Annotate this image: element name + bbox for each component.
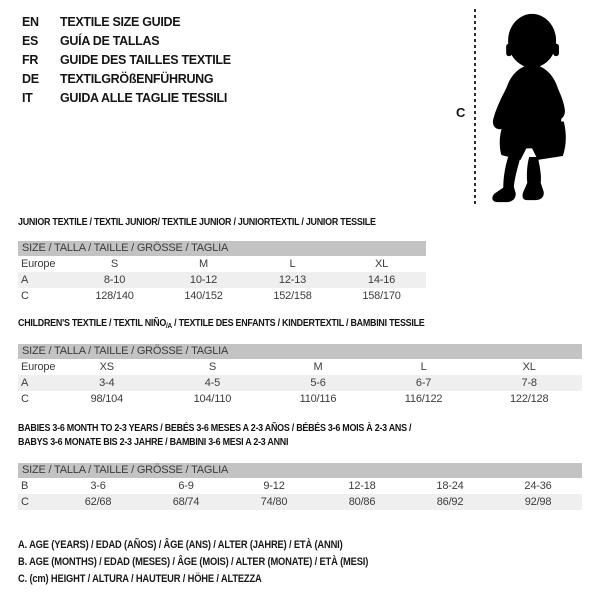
table-row-age-months <box>18 478 582 494</box>
language-code: IT <box>22 90 33 105</box>
babies-size-table <box>18 421 582 510</box>
size-cell: XL <box>522 361 536 373</box>
size-cell: XL <box>374 258 389 270</box>
value-cell: 110/116 <box>299 393 337 405</box>
value-cell: 122/128 <box>510 393 549 405</box>
value-cell: 24-36 <box>524 480 552 492</box>
row-label: B <box>21 480 29 492</box>
value-cell: 12-18 <box>348 480 376 492</box>
language-row-de <box>22 69 231 88</box>
value-cell: 12-13 <box>278 274 307 286</box>
region-label: Europe <box>21 258 56 270</box>
value-cell: 7-8 <box>521 377 537 389</box>
row-label: C <box>21 290 29 302</box>
size-cell: M <box>199 258 208 270</box>
height-measure-label: C <box>456 105 466 120</box>
height-measure-dashed-line <box>474 9 476 207</box>
language-row-es <box>22 31 231 50</box>
language-code: FR <box>22 52 39 67</box>
language-row-it <box>22 88 231 107</box>
value-cell: 128/140 <box>95 290 134 302</box>
value-cell: 68/74 <box>172 496 200 508</box>
value-cell: 14-16 <box>367 274 396 286</box>
value-cell: 92/98 <box>524 496 552 508</box>
value-cell: 98/104 <box>90 393 124 405</box>
baby-silhouette-icon <box>486 9 582 207</box>
language-list <box>22 12 231 107</box>
junior-table-title: JUNIOR TEXTILE / TEXTIL JUNIOR/ TEXTILE JUNIOR / JUNIORTEXTIL / JUNIOR TESSILE <box>18 216 376 228</box>
value-cell: 5-6 <box>310 377 326 389</box>
title-subscript: /A <box>166 321 172 330</box>
table-row-region <box>18 359 582 375</box>
value-cell: 9-12 <box>263 480 285 492</box>
language-row-fr <box>22 50 231 69</box>
value-cell: 6-9 <box>178 480 194 492</box>
footnote-age-years: A. AGE (YEARS) / EDAD (AÑOS) / ÂGE (ANS) / ALTER (JAHRE) / ETÀ (ANNI) <box>18 539 343 551</box>
value-cell: 152/158 <box>273 290 312 302</box>
footnotes <box>18 537 430 588</box>
size-cell: XS <box>99 361 114 373</box>
language-label: TEXTILE SIZE GUIDE <box>60 14 181 29</box>
region-label: Europe <box>21 361 56 373</box>
row-label: C <box>21 496 29 508</box>
table-row-height <box>18 391 582 407</box>
language-row-en <box>22 12 231 31</box>
size-header-bar: SIZE / TALLA / TAILLE / GRÖSSE / TAGLIA <box>18 463 582 478</box>
size-cell: L <box>420 361 427 373</box>
value-cell: 74/80 <box>260 496 288 508</box>
row-label: A <box>21 377 29 389</box>
language-code: DE <box>22 71 39 86</box>
row-label: C <box>21 393 29 405</box>
value-cell: 10-12 <box>189 274 218 286</box>
size-cell: L <box>289 258 296 270</box>
value-cell: 104/110 <box>193 393 232 405</box>
table-row-age <box>18 375 582 391</box>
babies-title-line2: BABYS 3-6 MONATE BIS 2-3 JAHRE / BAMBINI 3-6 MESI A 2-3 ANNI <box>18 436 289 448</box>
value-cell: 62/68 <box>84 496 112 508</box>
language-label: GUIDA ALLE TAGLIE TESSILI <box>60 90 228 105</box>
title-text: / TEXTILE DES ENFANTS / KINDERTEXTIL / BAMBINI TESSILE <box>171 317 425 329</box>
value-cell: 140/152 <box>184 290 223 302</box>
title-text: CHILDREN'S TEXTILE / TEXTIL NIÑO <box>18 317 167 329</box>
size-header-bar: SIZE / TALLA / TAILLE / GRÖSSE / TAGLIA <box>18 344 582 359</box>
babies-table-title <box>18 421 582 449</box>
babies-title-line1: BABIES 3-6 MONTH TO 2-3 YEARS / BEBÉS 3-6 MESES A 2-3 AÑOS / BÉBÉS 3-6 MOIS À 2-3 ANS / <box>18 422 412 434</box>
size-cell: S <box>208 361 216 373</box>
value-cell: 86/92 <box>436 496 464 508</box>
value-cell: 3-4 <box>99 377 115 389</box>
size-cell: M <box>313 361 323 373</box>
table-row-region <box>18 256 426 272</box>
row-label: A <box>21 274 29 286</box>
language-label: GUIDE DES TAILLES TEXTILE <box>60 52 231 67</box>
value-cell: 116/122 <box>404 393 443 405</box>
table-row-height <box>18 288 426 304</box>
value-cell: 18-24 <box>436 480 464 492</box>
value-cell: 4-5 <box>204 377 221 389</box>
children-table-title <box>18 317 497 332</box>
language-label: TEXTILGRÖßENFÜHRUNG <box>60 71 214 86</box>
table-row-age <box>18 272 426 288</box>
language-code: ES <box>22 33 39 48</box>
value-cell: 80/86 <box>348 496 376 508</box>
language-code: EN <box>22 14 39 29</box>
value-cell: 158/170 <box>362 290 401 302</box>
size-cell: S <box>110 258 119 270</box>
footnote-age-months: B. AGE (MONTHS) / EDAD (MESES) / ÂGE (MOIS) / ALTER (MONATE) / ETÀ (MESI) <box>18 556 369 568</box>
size-header-bar: SIZE / TALLA / TAILLE / GRÖSSE / TAGLIA <box>18 241 426 256</box>
table-row-height <box>18 494 582 510</box>
junior-size-table <box>18 216 426 304</box>
footnote-height: C. (cm) HEIGHT / ALTURA / HAUTEUR / HÖHE / ALTEZZA <box>18 573 262 585</box>
value-cell: 3-6 <box>90 480 106 492</box>
language-label: GUÍA DE TALLAS <box>60 33 160 48</box>
children-size-table <box>18 317 582 407</box>
value-cell: 8-10 <box>103 274 126 286</box>
value-cell: 6-7 <box>415 377 432 389</box>
